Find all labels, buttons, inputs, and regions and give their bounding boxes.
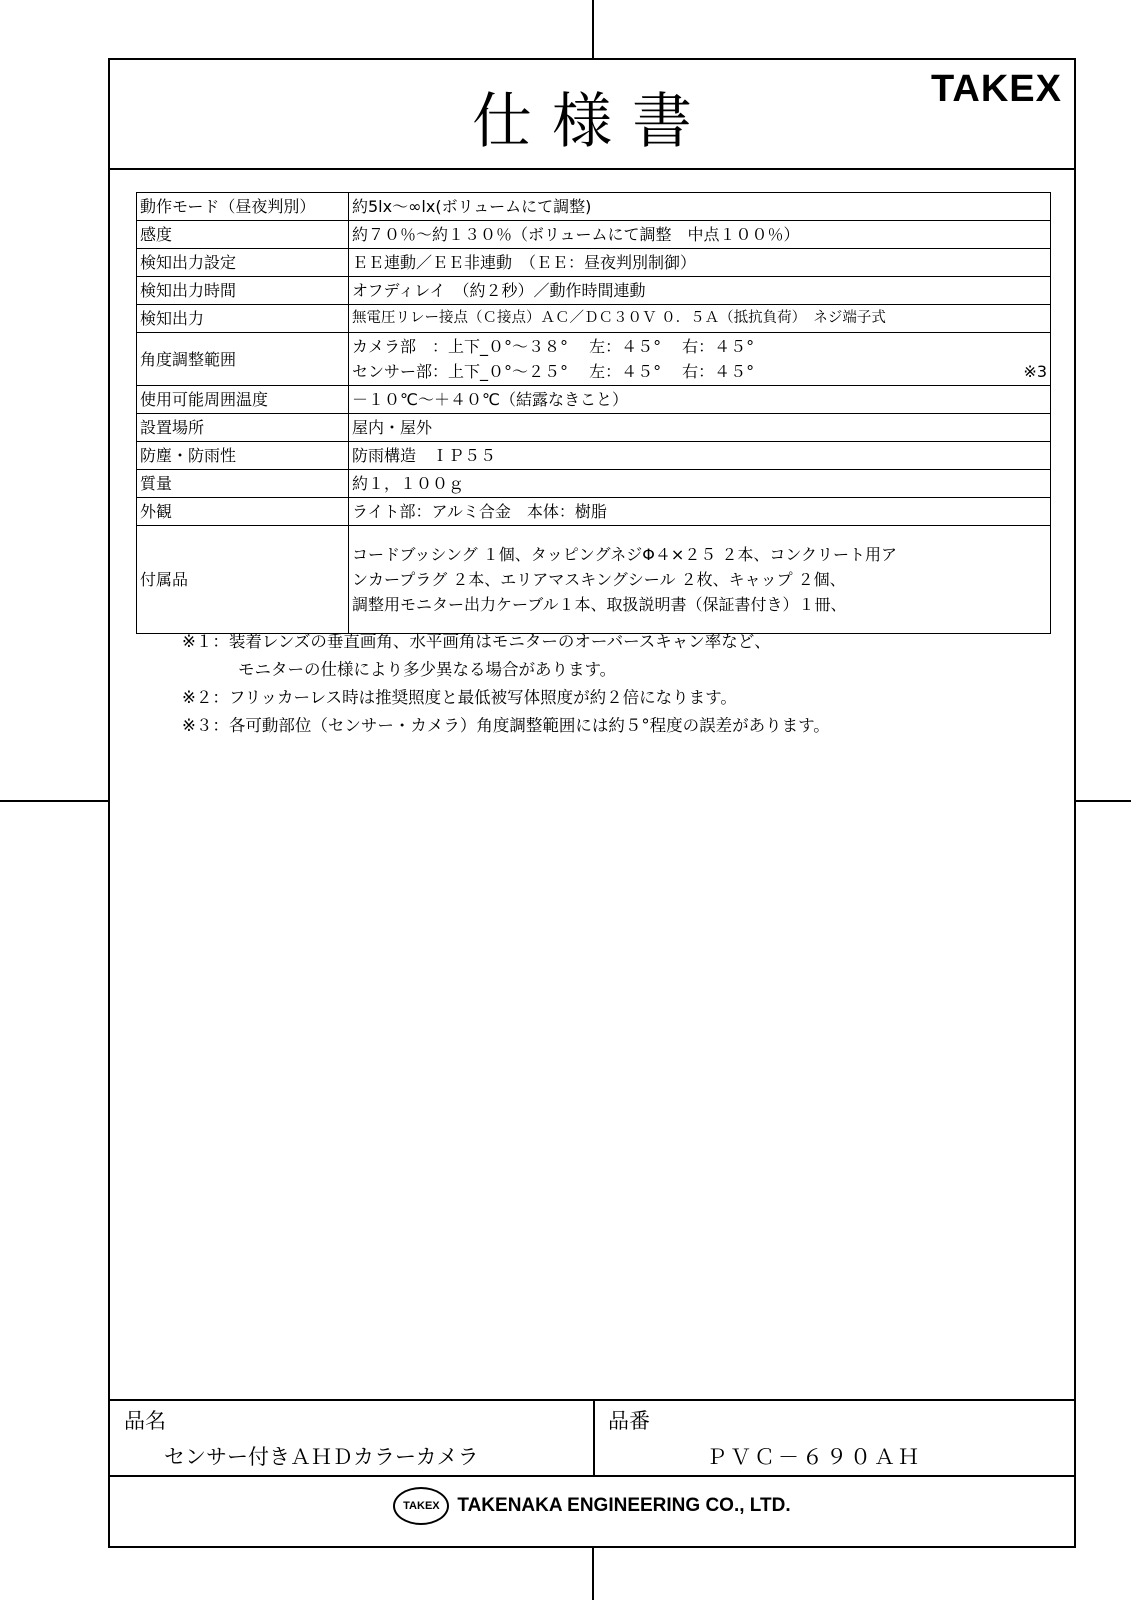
crop-mark-left xyxy=(0,800,108,802)
product-number-label: 品番 xyxy=(608,1409,650,1433)
footnote-ref: ※3 xyxy=(1023,362,1047,381)
footer-divider xyxy=(593,1401,595,1475)
angle-camera: カメラ部 ：上下_０°～３８° 左：４５° 右：４５° xyxy=(352,337,755,356)
company-footer xyxy=(110,1487,1074,1525)
crop-mark-right xyxy=(1076,800,1131,802)
header xyxy=(110,60,1074,170)
table-row: 使用可能周囲温度 －１０℃～＋４０℃（結露なきこと） xyxy=(137,386,1051,414)
page-title: 仕様書 xyxy=(472,87,712,157)
spec-table xyxy=(136,192,1051,634)
table-row: 付属品 コードブッシング １個、タッピングネジΦ４×２５ ２本、コンクリート用ア ンカープラグ ２本、エリアマスキングシール ２枚、キャップ ２個、 調整用モニター出力ケーブル１本、取扱説明書（保証書付き）１冊、 xyxy=(137,526,1051,634)
table-row: 防塵・防雨性 防雨構造 ＩＰ５５ xyxy=(137,442,1051,470)
table-row: 検知出力 無電圧リレー接点（Ｃ接点）ＡＣ／ＤＣ３０Ｖ ０．５Ａ（抵抗負荷） ネジ端子式 xyxy=(137,305,1051,333)
table-row: 外観 ライト部：アルミ合金 本体：樹脂 xyxy=(137,498,1051,526)
crop-mark-top xyxy=(592,0,594,58)
footnotes: ※１：装着レンズの垂直画角、水平画角はモニターのオーバースキャン率など、 モニターの仕様により多少異なる場合があります。 ※２：フリッカーレス時は推奨照度と最低被写体照度が約２倍になります。 ※３：各可動部位（センサー・カメラ）角度調整範囲には約５°程度の誤差があります。 xyxy=(182,632,830,735)
product-name-label: 品名 xyxy=(124,1409,166,1433)
table-row: 検知出力設定 ＥＥ連動／ＥＥ非連動 （ＥＥ：昼夜判別制御） xyxy=(137,249,1051,277)
table-row: 感度 約７０％～約１３０％（ボリュームにて調整 中点１００％） xyxy=(137,221,1051,249)
table-row: 検知出力時間 オフディレイ （約２秒）／動作時間連動 xyxy=(137,277,1051,305)
product-name-value: センサー付きＡＨＤカラーカメラ xyxy=(164,1445,479,1469)
company-name: TAKENAKA ENGINEERING CO., LTD. xyxy=(457,1495,791,1516)
table-row: 質量 約１，１００ｇ xyxy=(137,470,1051,498)
table-row: 角度調整範囲 カメラ部 ：上下_０°～３８° 左：４５° 右：４５° センサー部：上下_０°～２５° 左：４５° 右：４５° ※3 xyxy=(137,333,1051,386)
spec-sheet xyxy=(108,58,1076,1548)
product-footer xyxy=(110,1399,1074,1477)
brand-logo: TAKEX xyxy=(931,68,1062,110)
company-logo: TAKEX xyxy=(393,1487,449,1525)
angle-sensor: センサー部：上下_０°～２５° 左：４５° 右：４５° xyxy=(352,362,755,381)
crop-mark-bottom xyxy=(592,1548,594,1600)
table-row: 設置場所 屋内・屋外 xyxy=(137,414,1051,442)
table-row: 動作モード（昼夜判別） 約5lx～∞lx(ボリュームにて調整) xyxy=(137,193,1051,221)
product-number-value: ＰＶＣ－６９０ＡＨ xyxy=(706,1445,922,1469)
